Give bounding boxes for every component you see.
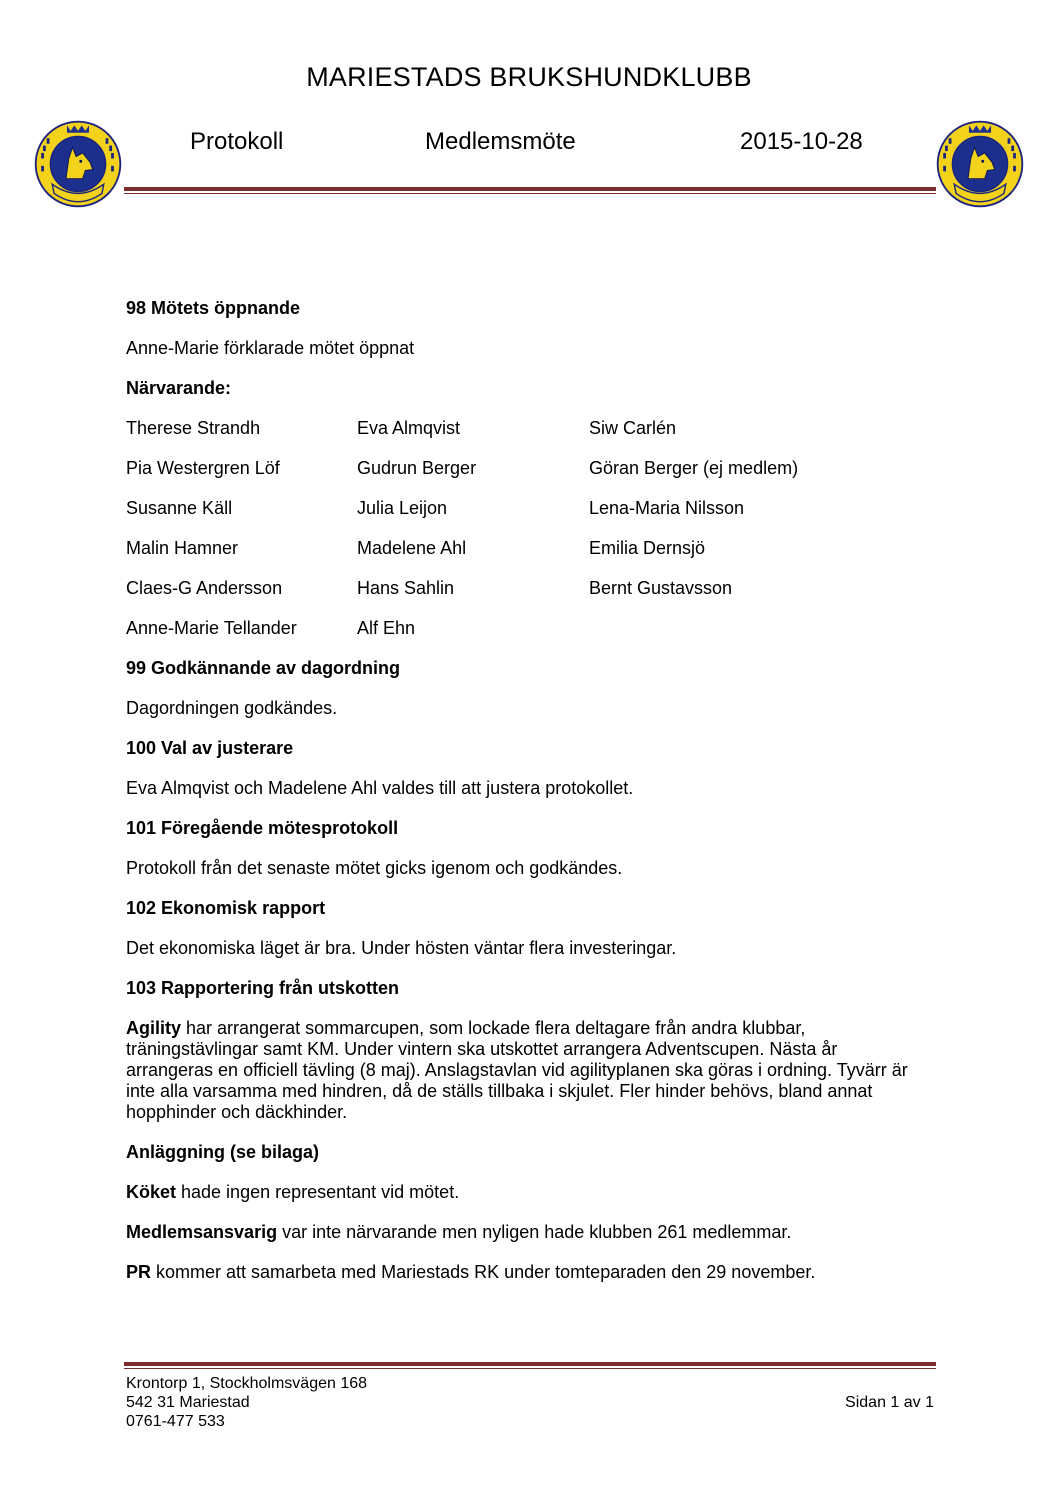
koket-paragraph: [126, 1182, 926, 1203]
attendee-name: Göran Berger (ej medlem): [589, 458, 799, 478]
section-heading: 102 Ekonomisk rapport: [126, 898, 326, 918]
attendee-name: Claes-G Andersson: [126, 578, 283, 598]
attendee-name: Siw Carlén: [589, 418, 677, 438]
footer-phone: 0761-477 533: [126, 1413, 225, 1430]
section-heading: 103 Rapportering från utskotten: [126, 978, 400, 998]
meeting-date: 2015-10-28: [740, 128, 863, 155]
attendee-name: [589, 618, 849, 639]
attendee-name: Bernt Gustavsson: [589, 578, 733, 598]
footer-address-line2: 542 31 Mariestad: [126, 1394, 250, 1411]
medlem-text: var inte närvarande men nyligen hade klubben 261 medlemmar.: [277, 1222, 792, 1242]
pr-text: kommer att samarbeta med Mariestads RK under tomteparaden den 29 november.: [151, 1262, 816, 1282]
agility-text: har arrangerat sommarcupen, som lockade flera deltagare från andra klubbar, träningstävlingar samt KM. Under vintern ska utskottet arrangera Adventscupen. Nästa år arrangeras en officiell tävling (8 maj). Anslagstavlan vid agilityplanen ska göras i ordning. Tyvärr är inte alla varsamma med hindren, då de ställs tillbaka i skjulet. Fler hinder behövs, bland annat hopphinder och däckhinder.: [126, 1018, 908, 1122]
pr-paragraph: [126, 1262, 926, 1283]
agility-paragraph: [126, 1018, 926, 1123]
section-heading: 99 Godkännande av dagordning: [126, 658, 401, 678]
attendee-name: Hans Sahlin: [357, 578, 455, 598]
section-text: Anne-Marie förklarade mötet öppnat: [126, 338, 415, 358]
attendees-heading: Närvarande:: [126, 378, 232, 398]
attendee-name: Madelene Ahl: [357, 538, 467, 558]
section-heading: 101 Föregående mötesprotokoll: [126, 818, 399, 838]
section-text: Dagordningen godkändes.: [126, 698, 338, 718]
club-logo-right: [934, 118, 1026, 210]
minutes-body: [126, 298, 926, 1302]
meeting-type: Medlemsmöte: [425, 128, 576, 155]
attendee-name: Pia Westergren Löf: [126, 458, 280, 478]
attendee-name: Eva Almqvist: [357, 418, 461, 438]
section-heading: 100 Val av justerare: [126, 738, 294, 758]
attendee-name: Lena-Maria Nilsson: [589, 498, 745, 518]
doc-type: Protokoll: [190, 128, 284, 155]
attendee-name: Emilia Dernsjö: [589, 538, 706, 558]
attendee-name: Gudrun Berger: [357, 458, 477, 478]
footer-address: [126, 1374, 367, 1431]
attendee-list: [126, 418, 926, 639]
medlem-paragraph: [126, 1222, 926, 1243]
attendee-name: Malin Hamner: [126, 538, 239, 558]
koket-label: Köket: [126, 1182, 177, 1202]
header-divider: [124, 187, 936, 194]
page-number: Sidan 1 av 1: [845, 1394, 934, 1411]
anlaggning-heading: Anläggning (se bilaga): [126, 1142, 320, 1162]
attendee-name: Julia Leijon: [357, 498, 448, 518]
footer-divider: [124, 1362, 936, 1369]
club-title: MARIESTADS BRUKSHUNDKLUBB: [306, 62, 752, 92]
footer-address-line1: Krontorp 1, Stockholmsvägen 168: [126, 1375, 368, 1392]
section-text: Eva Almqvist och Madelene Ahl valdes till att justera protokollet.: [126, 778, 634, 798]
section-text: Protokoll från det senaste mötet gicks igenom och godkändes.: [126, 858, 623, 878]
club-logo-left: [32, 118, 124, 210]
medlem-label: Medlemsansvarig: [126, 1222, 278, 1242]
section-text: Det ekonomiska läget är bra. Under hösten väntar flera investeringar.: [126, 938, 677, 958]
attendee-name: Alf Ehn: [357, 618, 416, 638]
attendee-name: Anne-Marie Tellander: [126, 618, 297, 638]
attendee-name: Susanne Käll: [126, 498, 233, 518]
attendee-name: Therese Strandh: [126, 418, 261, 438]
pr-label: PR: [126, 1262, 152, 1282]
koket-text: hade ingen representant vid mötet.: [176, 1182, 460, 1202]
section-heading: 98 Mötets öppnande: [126, 298, 301, 318]
agility-label: Agility: [126, 1018, 182, 1038]
